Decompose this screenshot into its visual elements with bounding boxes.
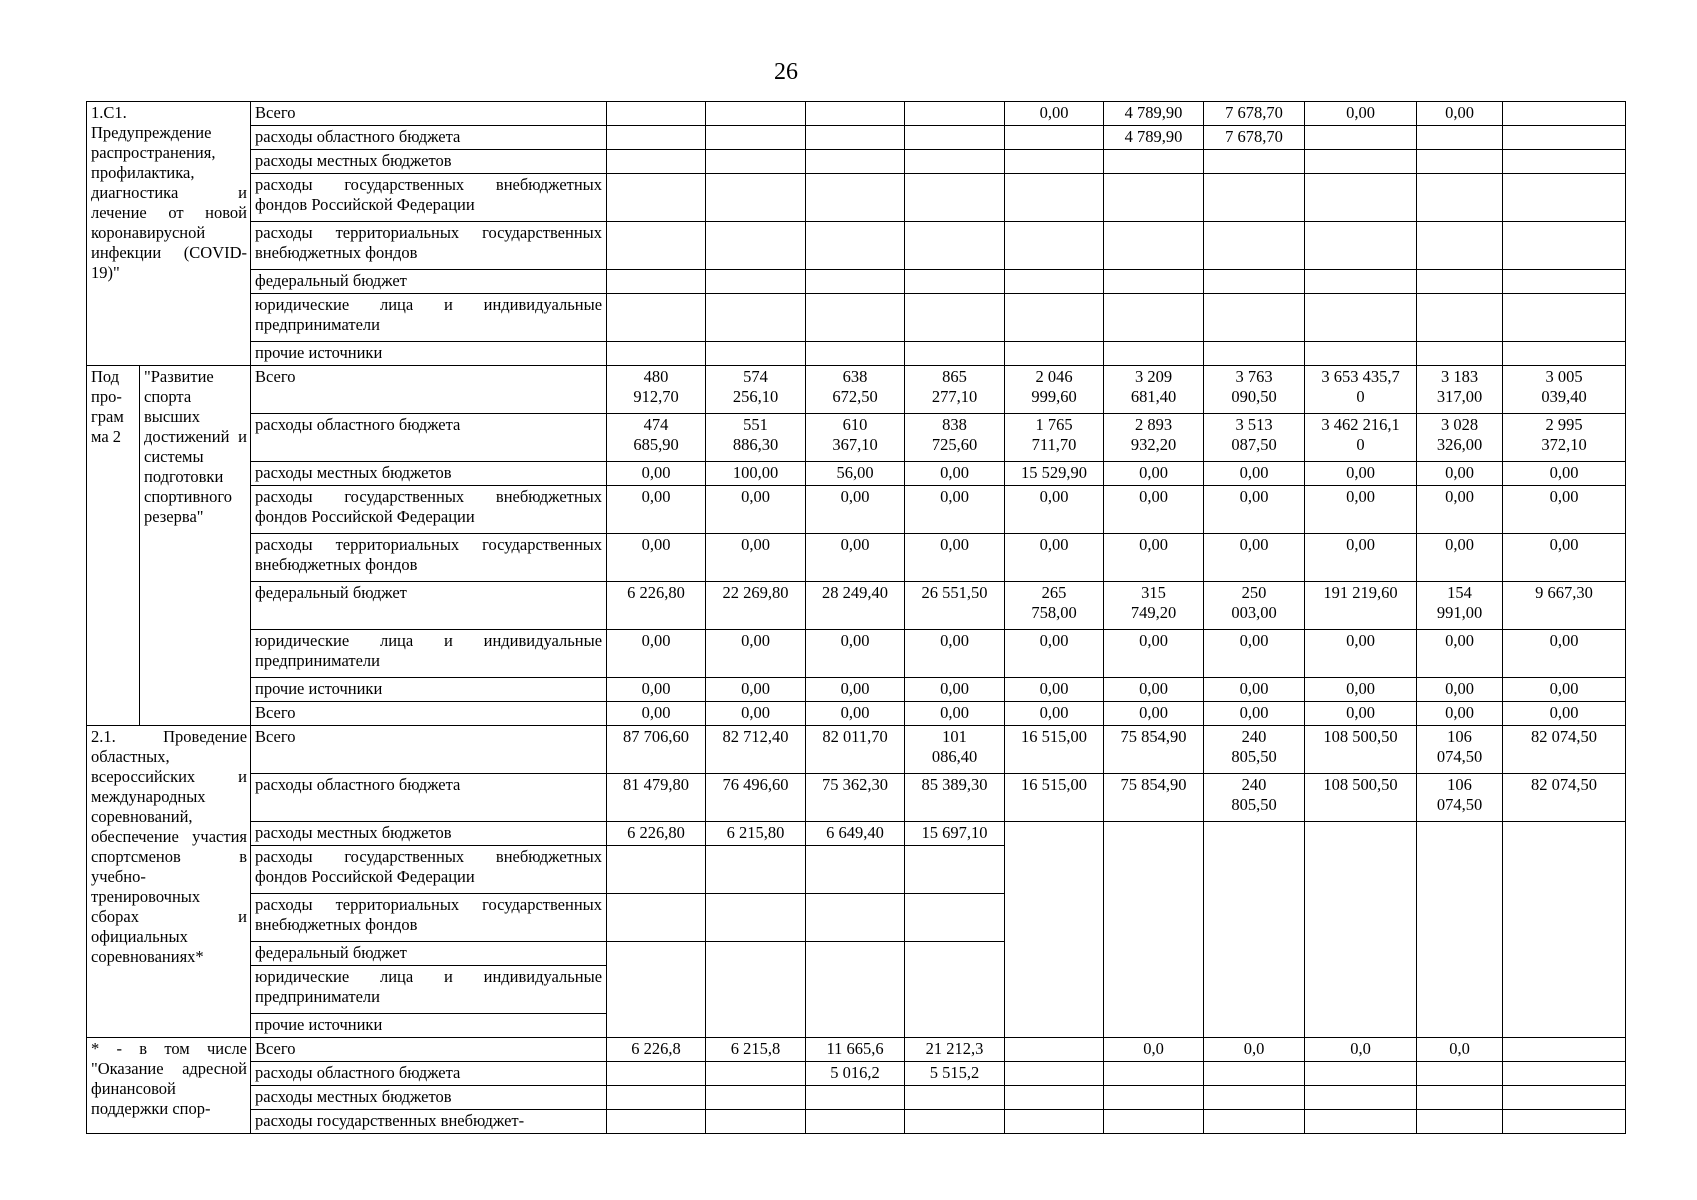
table-row bbox=[87, 366, 1626, 414]
value-cell: 474 685,90 bbox=[607, 414, 706, 462]
table-row bbox=[87, 582, 1626, 630]
value-cell: 75 854,90 bbox=[1104, 726, 1204, 774]
value-cell: 0,0 bbox=[1417, 1038, 1503, 1062]
value-cell: 106 074,50 bbox=[1417, 726, 1503, 774]
value-cell: 0,00 bbox=[1417, 678, 1503, 702]
value-cell bbox=[905, 102, 1005, 126]
value-cell: 0,00 bbox=[1104, 462, 1204, 486]
table-row bbox=[87, 342, 1626, 366]
value-cell: 0,00 bbox=[905, 462, 1005, 486]
source-label: расходы государственных внебюджетных фондов Российской Федерации bbox=[251, 846, 607, 894]
source-label: расходы местных бюджетов bbox=[251, 822, 607, 846]
value-cell: 106 074,50 bbox=[1417, 774, 1503, 822]
value-cell bbox=[706, 102, 806, 126]
value-cell: 82 712,40 bbox=[706, 726, 806, 774]
table-row bbox=[87, 822, 1626, 846]
value-cell: 0,00 bbox=[1005, 102, 1104, 126]
table-row bbox=[87, 726, 1626, 774]
value-cell: 0,00 bbox=[1005, 678, 1104, 702]
value-cell: 81 479,80 bbox=[607, 774, 706, 822]
table-row bbox=[87, 126, 1626, 150]
table-row bbox=[87, 486, 1626, 534]
subprogram-label: Под про- грам ма 2 bbox=[87, 366, 140, 726]
value-cell: 0,00 bbox=[1503, 462, 1626, 486]
value-cell: 191 219,60 bbox=[1305, 582, 1417, 630]
value-cell: 154 991,00 bbox=[1417, 582, 1503, 630]
value-cell: 0,00 bbox=[607, 702, 706, 726]
table-row bbox=[87, 678, 1626, 702]
value-cell: 0,00 bbox=[1305, 102, 1417, 126]
table-row bbox=[87, 102, 1626, 126]
value-cell: 4 789,90 bbox=[1104, 126, 1204, 150]
value-cell bbox=[607, 1062, 706, 1086]
value-cell: 5 016,2 bbox=[806, 1062, 905, 1086]
value-cell: 0,00 bbox=[1417, 702, 1503, 726]
source-label: юридические лица и индивидуальные предприниматели bbox=[251, 966, 607, 1014]
value-cell bbox=[1005, 126, 1104, 150]
value-cell bbox=[607, 126, 706, 150]
value-cell: 0,00 bbox=[905, 678, 1005, 702]
value-cell: 5 515,2 bbox=[905, 1062, 1005, 1086]
value-cell: 3 209 681,40 bbox=[1104, 366, 1204, 414]
value-cell: 9 667,30 bbox=[1503, 582, 1626, 630]
value-cell: 2 046 999,60 bbox=[1005, 366, 1104, 414]
block4-name: * - в том числе "Оказание адресной финансовой поддержки спор- bbox=[87, 1038, 251, 1134]
value-cell: 638 672,50 bbox=[806, 366, 905, 414]
value-cell: 76 496,60 bbox=[706, 774, 806, 822]
value-cell: 75 362,30 bbox=[806, 774, 905, 822]
value-cell: 3 183 317,00 bbox=[1417, 366, 1503, 414]
source-label: расходы государственных внебюджетных фондов Российской Федерации bbox=[251, 486, 607, 534]
source-label: расходы государственных внебюджет- bbox=[251, 1110, 607, 1134]
value-cell bbox=[1305, 126, 1417, 150]
value-cell: 6 215,80 bbox=[706, 822, 806, 846]
source-label: прочие источники bbox=[251, 1014, 607, 1038]
value-cell: 26 551,50 bbox=[905, 582, 1005, 630]
value-cell: 0,00 bbox=[905, 534, 1005, 582]
block1-name: 1.C1. Предупреждение распространения, профилактика, диагностика и лечение от новой коронавирусной инфекции (COVID-19)" bbox=[87, 102, 251, 366]
value-cell: 3 005 039,40 bbox=[1503, 366, 1626, 414]
table-row bbox=[87, 702, 1626, 726]
value-cell bbox=[1417, 126, 1503, 150]
value-cell: 0,00 bbox=[1204, 534, 1305, 582]
value-cell: 87 706,60 bbox=[607, 726, 706, 774]
value-cell bbox=[1104, 1062, 1204, 1086]
value-cell: 0,00 bbox=[1503, 534, 1626, 582]
value-cell: 265 758,00 bbox=[1005, 582, 1104, 630]
value-cell bbox=[1503, 1062, 1626, 1086]
table-row bbox=[87, 630, 1626, 678]
value-cell: 6 649,40 bbox=[806, 822, 905, 846]
value-cell: 0,00 bbox=[607, 630, 706, 678]
table-row bbox=[87, 270, 1626, 294]
value-cell: 2 893 932,20 bbox=[1104, 414, 1204, 462]
source-label: расходы местных бюджетов bbox=[251, 1086, 607, 1110]
block2-name: "Развитие спорта высших достижений и системы подготовки спортивного резерва" bbox=[140, 366, 251, 726]
value-cell: 0,00 bbox=[1417, 486, 1503, 534]
value-cell: 7 678,70 bbox=[1204, 126, 1305, 150]
value-cell: 315 749,20 bbox=[1104, 582, 1204, 630]
value-cell bbox=[1417, 1062, 1503, 1086]
value-cell bbox=[1005, 1062, 1104, 1086]
value-cell: 15 529,90 bbox=[1005, 462, 1104, 486]
value-cell: 0,00 bbox=[1305, 630, 1417, 678]
value-cell: 0,00 bbox=[806, 534, 905, 582]
value-cell: 0,00 bbox=[1005, 702, 1104, 726]
source-label: федеральный бюджет bbox=[251, 270, 607, 294]
value-cell: 0,00 bbox=[1204, 702, 1305, 726]
source-label: Всего bbox=[251, 702, 607, 726]
value-cell: 0,00 bbox=[1417, 462, 1503, 486]
value-cell: 0,00 bbox=[1104, 630, 1204, 678]
value-cell: 0,00 bbox=[706, 630, 806, 678]
page-number: 26 bbox=[774, 59, 798, 85]
value-cell: 0,00 bbox=[1417, 630, 1503, 678]
source-label: Всего bbox=[251, 366, 607, 414]
value-cell: 0,00 bbox=[1204, 678, 1305, 702]
value-cell: 0,00 bbox=[806, 678, 905, 702]
source-label: федеральный бюджет bbox=[251, 582, 607, 630]
value-cell: 0,0 bbox=[1104, 1038, 1204, 1062]
value-cell: 0,00 bbox=[607, 486, 706, 534]
value-cell bbox=[1503, 126, 1626, 150]
value-cell: 0,00 bbox=[1503, 702, 1626, 726]
value-cell: 0,00 bbox=[1104, 534, 1204, 582]
source-label: расходы местных бюджетов bbox=[251, 150, 607, 174]
value-cell: 82 074,50 bbox=[1503, 774, 1626, 822]
value-cell bbox=[905, 126, 1005, 150]
value-cell: 0,00 bbox=[1104, 486, 1204, 534]
value-cell bbox=[1503, 102, 1626, 126]
table-row bbox=[87, 174, 1626, 222]
source-label: юридические лица и индивидуальные предприниматели bbox=[251, 294, 607, 342]
value-cell: 0,00 bbox=[806, 702, 905, 726]
value-cell: 3 462 216,1 0 bbox=[1305, 414, 1417, 462]
value-cell: 1 765 711,70 bbox=[1005, 414, 1104, 462]
table-row bbox=[87, 1038, 1626, 1062]
source-label: расходы областного бюджета bbox=[251, 1062, 607, 1086]
value-cell: 3 513 087,50 bbox=[1204, 414, 1305, 462]
value-cell: 6 226,80 bbox=[607, 582, 706, 630]
value-cell: 0,00 bbox=[1305, 534, 1417, 582]
source-label: расходы областного бюджета bbox=[251, 414, 607, 462]
value-cell bbox=[706, 1062, 806, 1086]
value-cell: 480 912,70 bbox=[607, 366, 706, 414]
value-cell bbox=[706, 126, 806, 150]
value-cell: 82 074,50 bbox=[1503, 726, 1626, 774]
value-cell: 865 277,10 bbox=[905, 366, 1005, 414]
table-row bbox=[87, 1086, 1626, 1110]
value-cell: 0,00 bbox=[1503, 678, 1626, 702]
value-cell bbox=[1305, 1062, 1417, 1086]
value-cell: 4 789,90 bbox=[1104, 102, 1204, 126]
value-cell: 0,00 bbox=[607, 462, 706, 486]
value-cell: 6 226,80 bbox=[607, 822, 706, 846]
value-cell: 16 515,00 bbox=[1005, 774, 1104, 822]
value-cell: 108 500,50 bbox=[1305, 726, 1417, 774]
source-label: прочие источники bbox=[251, 342, 607, 366]
table-row bbox=[87, 222, 1626, 270]
value-cell: 0,00 bbox=[706, 702, 806, 726]
value-cell: 75 854,90 bbox=[1104, 774, 1204, 822]
value-cell: 0,00 bbox=[1305, 486, 1417, 534]
source-label: Всего bbox=[251, 726, 607, 774]
value-cell: 0,00 bbox=[905, 486, 1005, 534]
source-label: расходы территориальных государственных внебюджетных фондов bbox=[251, 894, 607, 942]
value-cell: 108 500,50 bbox=[1305, 774, 1417, 822]
value-cell: 28 249,40 bbox=[806, 582, 905, 630]
source-label: расходы территориальных государственных внебюджетных фондов bbox=[251, 222, 607, 270]
source-label: расходы государственных внебюджетных фондов Российской Федерации bbox=[251, 174, 607, 222]
source-label: федеральный бюджет bbox=[251, 942, 607, 966]
value-cell: 0,00 bbox=[1305, 678, 1417, 702]
value-cell: 7 678,70 bbox=[1204, 102, 1305, 126]
value-cell: 0,0 bbox=[1204, 1038, 1305, 1062]
value-cell: 56,00 bbox=[806, 462, 905, 486]
value-cell bbox=[1503, 1038, 1626, 1062]
table-row bbox=[87, 414, 1626, 462]
value-cell bbox=[607, 102, 706, 126]
value-cell: 0,00 bbox=[706, 486, 806, 534]
value-cell: 574 256,10 bbox=[706, 366, 806, 414]
value-cell: 0,00 bbox=[1417, 102, 1503, 126]
value-cell: 0,00 bbox=[1005, 534, 1104, 582]
value-cell bbox=[806, 102, 905, 126]
table-row bbox=[87, 150, 1626, 174]
value-cell: 551 886,30 bbox=[706, 414, 806, 462]
value-cell: 0,00 bbox=[1204, 630, 1305, 678]
value-cell: 838 725,60 bbox=[905, 414, 1005, 462]
source-label: расходы областного бюджета bbox=[251, 774, 607, 822]
budget-table bbox=[86, 101, 1626, 1134]
value-cell: 0,00 bbox=[1305, 702, 1417, 726]
value-cell: 82 011,70 bbox=[806, 726, 905, 774]
value-cell: 0,00 bbox=[1104, 678, 1204, 702]
value-cell bbox=[806, 126, 905, 150]
table-row bbox=[87, 294, 1626, 342]
value-cell: 85 389,30 bbox=[905, 774, 1005, 822]
value-cell: 0,00 bbox=[806, 486, 905, 534]
source-label: Всего bbox=[251, 1038, 607, 1062]
source-label: расходы местных бюджетов bbox=[251, 462, 607, 486]
value-cell: 240 805,50 bbox=[1204, 774, 1305, 822]
value-cell: 610 367,10 bbox=[806, 414, 905, 462]
value-cell bbox=[1005, 1038, 1104, 1062]
value-cell: 0,00 bbox=[607, 678, 706, 702]
value-cell: 0,00 bbox=[806, 630, 905, 678]
value-cell: 101 086,40 bbox=[905, 726, 1005, 774]
value-cell: 0,00 bbox=[706, 534, 806, 582]
value-cell: 16 515,00 bbox=[1005, 726, 1104, 774]
table-row bbox=[87, 534, 1626, 582]
value-cell: 0,0 bbox=[1305, 1038, 1417, 1062]
value-cell: 2 995 372,10 bbox=[1503, 414, 1626, 462]
table-row bbox=[87, 774, 1626, 822]
table-row bbox=[87, 1062, 1626, 1086]
value-cell bbox=[1204, 1062, 1305, 1086]
value-cell: 3 653 435,7 0 bbox=[1305, 366, 1417, 414]
value-cell: 240 805,50 bbox=[1204, 726, 1305, 774]
source-label: расходы областного бюджета bbox=[251, 126, 607, 150]
value-cell: 0,00 bbox=[905, 702, 1005, 726]
table-row bbox=[87, 1110, 1626, 1134]
table-row bbox=[87, 462, 1626, 486]
source-label: прочие источники bbox=[251, 678, 607, 702]
value-cell: 0,00 bbox=[1305, 462, 1417, 486]
value-cell: 6 226,8 bbox=[607, 1038, 706, 1062]
value-cell: 100,00 bbox=[706, 462, 806, 486]
value-cell: 0,00 bbox=[1005, 486, 1104, 534]
value-cell: 0,00 bbox=[1417, 534, 1503, 582]
value-cell: 21 212,3 bbox=[905, 1038, 1005, 1062]
source-label: Всего bbox=[251, 102, 607, 126]
value-cell: 6 215,8 bbox=[706, 1038, 806, 1062]
block3-name: 2.1. Проведение областных, всероссийских и международных соревнований, обеспечение участия спортсменов в учебно-тренировочных сборах и официальных соревнованиях* bbox=[87, 726, 251, 1038]
value-cell: 0,00 bbox=[1204, 462, 1305, 486]
value-cell: 250 003,00 bbox=[1204, 582, 1305, 630]
value-cell: 15 697,10 bbox=[905, 822, 1005, 846]
value-cell: 0,00 bbox=[905, 630, 1005, 678]
value-cell: 0,00 bbox=[607, 534, 706, 582]
value-cell: 3 763 090,50 bbox=[1204, 366, 1305, 414]
value-cell: 3 028 326,00 bbox=[1417, 414, 1503, 462]
value-cell: 0,00 bbox=[1503, 630, 1626, 678]
value-cell: 22 269,80 bbox=[706, 582, 806, 630]
source-label: юридические лица и индивидуальные предприниматели bbox=[251, 630, 607, 678]
value-cell: 0,00 bbox=[1204, 486, 1305, 534]
value-cell: 0,00 bbox=[706, 678, 806, 702]
value-cell: 11 665,6 bbox=[806, 1038, 905, 1062]
source-label: расходы территориальных государственных внебюджетных фондов bbox=[251, 534, 607, 582]
value-cell: 0,00 bbox=[1503, 486, 1626, 534]
value-cell: 0,00 bbox=[1005, 630, 1104, 678]
value-cell: 0,00 bbox=[1104, 702, 1204, 726]
